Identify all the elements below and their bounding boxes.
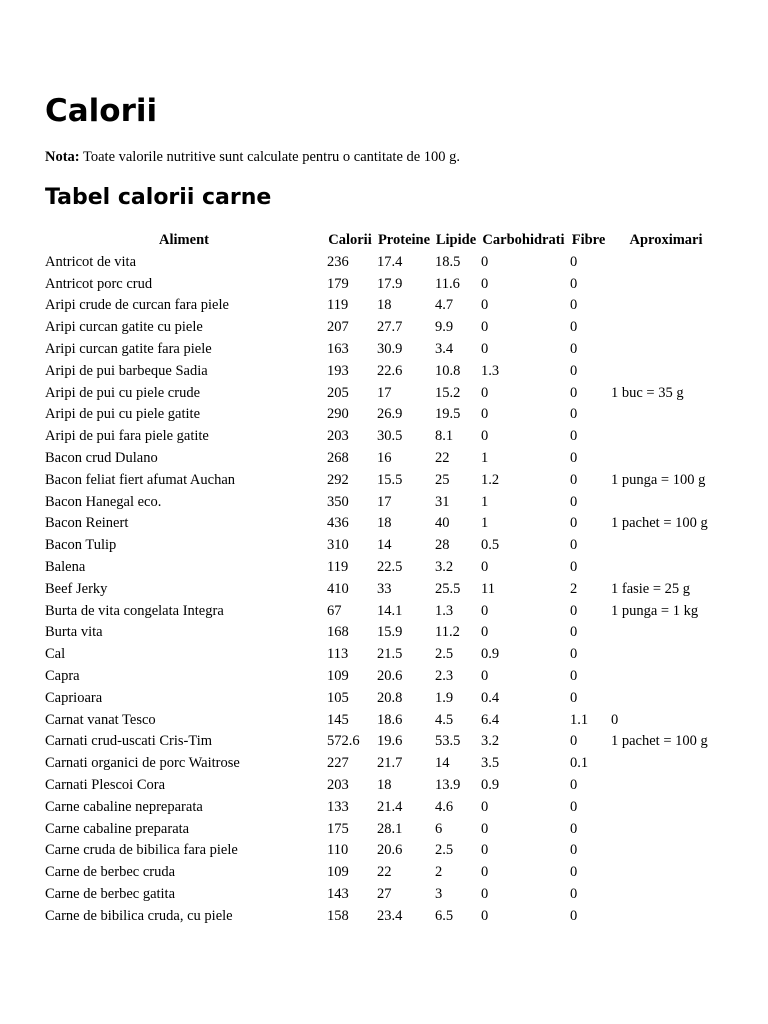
cell-calorii: 158 bbox=[327, 907, 349, 924]
cell-aproximari bbox=[609, 753, 723, 775]
calories-table bbox=[43, 230, 723, 928]
cell-fibre: 0 bbox=[570, 646, 578, 663]
cell-carbohidrati: 0 bbox=[481, 842, 489, 859]
cell-calorii: 113 bbox=[327, 646, 349, 663]
cell-lipide: 15.2 bbox=[435, 384, 461, 401]
cell-aproximari: 0 bbox=[611, 711, 619, 728]
cell-fibre: 0 bbox=[570, 297, 578, 314]
table-row bbox=[43, 426, 723, 448]
cell-proteine: 17.9 bbox=[377, 275, 403, 292]
cell-fibre: 0 bbox=[570, 667, 578, 684]
cell-carbohidrati: 11 bbox=[481, 580, 495, 597]
cell-aliment: Aripi de pui cu piele crude bbox=[45, 384, 201, 401]
cell-fibre: 0 bbox=[570, 275, 578, 292]
table-row bbox=[43, 601, 723, 623]
note-paragraph bbox=[45, 147, 460, 167]
cell-proteine: 27.7 bbox=[377, 319, 403, 336]
cell-calorii: 145 bbox=[327, 711, 349, 728]
cell-aliment: Balena bbox=[45, 558, 86, 575]
cell-carbohidrati: 0 bbox=[481, 428, 489, 445]
cell-calorii: 143 bbox=[327, 885, 349, 902]
cell-aliment: Aripi de pui fara piele gatite bbox=[45, 428, 209, 445]
cell-calorii: 179 bbox=[327, 275, 349, 292]
cell-lipide: 4.6 bbox=[435, 798, 454, 815]
cell-calorii: 109 bbox=[327, 667, 349, 684]
cell-aproximari: 1 pachet = 100 g bbox=[611, 733, 708, 750]
table-row bbox=[43, 753, 723, 775]
cell-carbohidrati: 0 bbox=[481, 558, 489, 575]
cell-aliment: Carne de berbec gatita bbox=[45, 885, 176, 902]
section-title: Tabel calorii carne bbox=[45, 185, 272, 210]
cell-calorii: 67 bbox=[327, 602, 342, 619]
table-row bbox=[43, 775, 723, 797]
table-row bbox=[43, 688, 723, 710]
cell-lipide: 6.5 bbox=[435, 907, 454, 924]
cell-aliment: Carne cruda de bibilica fara piele bbox=[45, 842, 238, 859]
table-row bbox=[43, 710, 723, 732]
table-row bbox=[43, 644, 723, 666]
cell-aliment: Carne de berbec cruda bbox=[45, 864, 176, 881]
cell-aproximari bbox=[609, 295, 723, 317]
cell-fibre: 0 bbox=[570, 428, 578, 445]
cell-aproximari bbox=[609, 884, 723, 906]
cell-aliment: Capra bbox=[45, 667, 80, 684]
cell-aproximari bbox=[609, 492, 723, 514]
cell-lipide: 53.5 bbox=[435, 733, 461, 750]
cell-fibre: 0 bbox=[570, 319, 578, 336]
header-proteine: Proteine bbox=[377, 232, 431, 248]
table-row bbox=[43, 884, 723, 906]
cell-carbohidrati: 0 bbox=[481, 319, 489, 336]
cell-fibre: 0 bbox=[570, 340, 578, 357]
cell-proteine: 30.5 bbox=[377, 428, 403, 445]
cell-fibre: 0 bbox=[570, 406, 578, 423]
cell-carbohidrati: 0 bbox=[481, 384, 489, 401]
cell-proteine: 30.9 bbox=[377, 340, 403, 357]
cell-fibre: 0 bbox=[570, 471, 578, 488]
cell-fibre: 0 bbox=[570, 384, 578, 401]
table-header-row bbox=[43, 230, 723, 252]
cell-aliment: Antricot de vita bbox=[45, 253, 137, 270]
cell-carbohidrati: 0 bbox=[481, 275, 489, 292]
cell-aproximari bbox=[609, 906, 723, 928]
cell-aliment: Bacon crud Dulano bbox=[45, 449, 158, 466]
cell-proteine: 22.5 bbox=[377, 558, 403, 575]
cell-carbohidrati: 0.9 bbox=[481, 646, 500, 663]
cell-lipide: 2.5 bbox=[435, 646, 454, 663]
cell-proteine: 20.6 bbox=[377, 842, 403, 859]
cell-lipide: 1.9 bbox=[435, 689, 454, 706]
cell-lipide: 3 bbox=[435, 885, 443, 902]
cell-lipide: 40 bbox=[435, 515, 450, 532]
cell-calorii: 292 bbox=[327, 471, 349, 488]
cell-fibre: 0 bbox=[570, 362, 578, 379]
cell-lipide: 4.5 bbox=[435, 711, 454, 728]
cell-aproximari bbox=[609, 361, 723, 383]
note-label: Nota: bbox=[45, 149, 80, 165]
cell-lipide: 18.5 bbox=[435, 253, 461, 270]
cell-calorii: 268 bbox=[327, 449, 349, 466]
header-aliment: Aliment bbox=[159, 232, 209, 248]
cell-proteine: 23.4 bbox=[377, 907, 403, 924]
cell-proteine: 18 bbox=[377, 515, 392, 532]
cell-calorii: 227 bbox=[327, 755, 349, 772]
cell-carbohidrati: 1.3 bbox=[481, 362, 500, 379]
cell-calorii: 310 bbox=[327, 537, 349, 554]
cell-fibre: 0 bbox=[570, 558, 578, 575]
cell-proteine: 15.5 bbox=[377, 471, 403, 488]
cell-carbohidrati: 0 bbox=[481, 340, 489, 357]
cell-aliment: Bacon Tulip bbox=[45, 537, 117, 554]
cell-calorii: 105 bbox=[327, 689, 349, 706]
cell-carbohidrati: 0 bbox=[481, 406, 489, 423]
cell-fibre: 0 bbox=[570, 820, 578, 837]
cell-carbohidrati: 6.4 bbox=[481, 711, 500, 728]
cell-fibre: 0 bbox=[570, 689, 578, 706]
cell-aliment: Carnat vanat Tesco bbox=[45, 711, 156, 728]
table-row bbox=[43, 513, 723, 535]
header-carbohidrati: Carbohidrati bbox=[482, 232, 565, 248]
cell-lipide: 4.7 bbox=[435, 297, 454, 314]
cell-proteine: 18.6 bbox=[377, 711, 403, 728]
cell-lipide: 14 bbox=[435, 755, 450, 772]
table-row bbox=[43, 339, 723, 361]
header-fibre: Fibre bbox=[571, 232, 606, 248]
cell-calorii: 168 bbox=[327, 624, 349, 641]
cell-carbohidrati: 0 bbox=[481, 297, 489, 314]
cell-lipide: 9.9 bbox=[435, 319, 454, 336]
cell-aproximari bbox=[609, 797, 723, 819]
table-row bbox=[43, 557, 723, 579]
cell-fibre: 0 bbox=[570, 885, 578, 902]
table-row bbox=[43, 404, 723, 426]
cell-proteine: 22.6 bbox=[377, 362, 403, 379]
cell-aliment: Aripi de pui cu piele gatite bbox=[45, 406, 201, 423]
cell-proteine: 33 bbox=[377, 580, 392, 597]
cell-proteine: 22 bbox=[377, 864, 392, 881]
cell-proteine: 17 bbox=[377, 493, 392, 510]
cell-aproximari bbox=[609, 426, 723, 448]
cell-aproximari bbox=[609, 819, 723, 841]
cell-calorii: 175 bbox=[327, 820, 349, 837]
cell-proteine: 15.9 bbox=[377, 624, 403, 641]
cell-aliment: Carne cabaline nepreparata bbox=[45, 798, 203, 815]
cell-lipide: 8.1 bbox=[435, 428, 454, 445]
cell-carbohidrati: 0 bbox=[481, 907, 489, 924]
cell-calorii: 410 bbox=[327, 580, 349, 597]
cell-aliment: Aripi curcan gatite fara piele bbox=[45, 340, 212, 357]
cell-aproximari bbox=[609, 862, 723, 884]
table-row bbox=[43, 579, 723, 601]
cell-carbohidrati: 1 bbox=[481, 493, 489, 510]
cell-aproximari bbox=[609, 644, 723, 666]
cell-lipide: 11.6 bbox=[435, 275, 460, 292]
cell-aliment: Carne de bibilica cruda, cu piele bbox=[45, 907, 233, 924]
cell-calorii: 203 bbox=[327, 776, 349, 793]
header-aproximari: Aproximari bbox=[629, 232, 703, 248]
cell-calorii: 110 bbox=[327, 842, 349, 859]
table-row bbox=[43, 383, 723, 405]
cell-aproximari bbox=[609, 666, 723, 688]
cell-aliment: Aripi crude de curcan fara piele bbox=[45, 297, 229, 314]
cell-carbohidrati: 0 bbox=[481, 864, 489, 881]
cell-lipide: 25 bbox=[435, 471, 450, 488]
table-row bbox=[43, 797, 723, 819]
cell-carbohidrati: 3.2 bbox=[481, 733, 500, 750]
table-row bbox=[43, 492, 723, 514]
note-text: Toate valorile nutritive sunt calculate pentru o cantitate de 100 g. bbox=[79, 149, 461, 165]
cell-carbohidrati: 0 bbox=[481, 798, 489, 815]
cell-aproximari: 1 punga = 100 g bbox=[611, 471, 706, 488]
cell-lipide: 19.5 bbox=[435, 406, 461, 423]
cell-fibre: 0 bbox=[570, 602, 578, 619]
table-row bbox=[43, 622, 723, 644]
cell-aproximari bbox=[609, 622, 723, 644]
cell-carbohidrati: 0.9 bbox=[481, 776, 500, 793]
cell-aliment: Carnati organici de porc Waitrose bbox=[45, 755, 240, 772]
cell-lipide: 22 bbox=[435, 449, 450, 466]
cell-carbohidrati: 0 bbox=[481, 602, 489, 619]
cell-calorii: 203 bbox=[327, 428, 349, 445]
cell-aproximari bbox=[609, 688, 723, 710]
cell-aproximari bbox=[609, 840, 723, 862]
table-row bbox=[43, 317, 723, 339]
cell-calorii: 193 bbox=[327, 362, 349, 379]
cell-calorii: 109 bbox=[327, 864, 349, 881]
table-row bbox=[43, 666, 723, 688]
cell-aliment: Bacon Reinert bbox=[45, 515, 129, 532]
cell-fibre: 0 bbox=[570, 449, 578, 466]
cell-proteine: 21.7 bbox=[377, 755, 403, 772]
cell-calorii: 119 bbox=[327, 558, 349, 575]
cell-aliment: Beef Jerky bbox=[45, 580, 108, 597]
header-calorii: Calorii bbox=[328, 232, 372, 248]
cell-proteine: 26.9 bbox=[377, 406, 403, 423]
table-row bbox=[43, 862, 723, 884]
cell-carbohidrati: 0 bbox=[481, 820, 489, 837]
cell-carbohidrati: 0.5 bbox=[481, 537, 500, 554]
cell-aproximari bbox=[609, 557, 723, 579]
cell-lipide: 31 bbox=[435, 493, 450, 510]
cell-calorii: 572.6 bbox=[327, 733, 360, 750]
cell-calorii: 236 bbox=[327, 253, 349, 270]
cell-calorii: 290 bbox=[327, 406, 349, 423]
cell-aliment: Carnati Plescoi Cora bbox=[45, 776, 166, 793]
cell-aproximari bbox=[609, 404, 723, 426]
cell-lipide: 3.2 bbox=[435, 558, 454, 575]
cell-proteine: 14 bbox=[377, 537, 392, 554]
cell-fibre: 0 bbox=[570, 907, 578, 924]
cell-carbohidrati: 0 bbox=[481, 624, 489, 641]
cell-proteine: 14.1 bbox=[377, 602, 403, 619]
cell-fibre: 0 bbox=[570, 733, 578, 750]
cell-fibre: 0 bbox=[570, 515, 578, 532]
cell-proteine: 20.6 bbox=[377, 667, 403, 684]
cell-aliment: Bacon feliat fiert afumat Auchan bbox=[45, 471, 236, 488]
cell-fibre: 0 bbox=[570, 842, 578, 859]
cell-fibre: 0 bbox=[570, 864, 578, 881]
cell-fibre: 0 bbox=[570, 776, 578, 793]
cell-fibre: 2 bbox=[570, 580, 578, 597]
cell-aproximari bbox=[609, 274, 723, 296]
cell-aliment: Carne cabaline preparata bbox=[45, 820, 190, 837]
cell-aproximari bbox=[609, 339, 723, 361]
cell-aproximari bbox=[609, 535, 723, 557]
cell-proteine: 18 bbox=[377, 776, 392, 793]
table-row bbox=[43, 274, 723, 296]
cell-aliment: Caprioara bbox=[45, 689, 103, 706]
table-row bbox=[43, 470, 723, 492]
cell-lipide: 2 bbox=[435, 864, 443, 881]
cell-calorii: 133 bbox=[327, 798, 349, 815]
cell-fibre: 0 bbox=[570, 624, 578, 641]
cell-aproximari: 1 fasie = 25 g bbox=[611, 580, 691, 597]
cell-aliment: Burta de vita congelata Integra bbox=[45, 602, 224, 619]
cell-fibre: 0 bbox=[570, 493, 578, 510]
cell-aliment: Bacon Hanegal eco. bbox=[45, 493, 162, 510]
cell-proteine: 28.1 bbox=[377, 820, 403, 837]
table-row bbox=[43, 731, 723, 753]
table-row bbox=[43, 906, 723, 928]
cell-fibre: 1.1 bbox=[570, 711, 589, 728]
cell-aproximari: 1 pachet = 100 g bbox=[611, 515, 708, 532]
cell-proteine: 18 bbox=[377, 297, 392, 314]
cell-proteine: 19.6 bbox=[377, 733, 403, 750]
cell-aproximari: 1 punga = 1 kg bbox=[611, 602, 699, 619]
cell-carbohidrati: 1 bbox=[481, 449, 489, 466]
table-row bbox=[43, 840, 723, 862]
cell-calorii: 119 bbox=[327, 297, 349, 314]
cell-carbohidrati: 0 bbox=[481, 667, 489, 684]
cell-proteine: 16 bbox=[377, 449, 392, 466]
header-lipide: Lipide bbox=[435, 232, 477, 248]
cell-lipide: 10.8 bbox=[435, 362, 461, 379]
cell-lipide: 6 bbox=[435, 820, 443, 837]
cell-carbohidrati: 0 bbox=[481, 885, 489, 902]
cell-lipide: 3.4 bbox=[435, 340, 454, 357]
cell-aproximari bbox=[609, 317, 723, 339]
table-row bbox=[43, 535, 723, 557]
cell-carbohidrati: 0 bbox=[481, 253, 489, 270]
cell-calorii: 207 bbox=[327, 319, 349, 336]
cell-aliment: Aripi curcan gatite cu piele bbox=[45, 319, 203, 336]
cell-carbohidrati: 1.2 bbox=[481, 471, 500, 488]
cell-aliment: Cal bbox=[45, 646, 66, 663]
cell-fibre: 0 bbox=[570, 253, 578, 270]
cell-fibre: 0 bbox=[570, 798, 578, 815]
cell-calorii: 163 bbox=[327, 340, 349, 357]
cell-lipide: 2.5 bbox=[435, 842, 454, 859]
table-row bbox=[43, 295, 723, 317]
cell-aproximari bbox=[609, 448, 723, 470]
table-row bbox=[43, 252, 723, 274]
table-row bbox=[43, 361, 723, 383]
cell-proteine: 27 bbox=[377, 885, 392, 902]
page-title: Calorii bbox=[45, 93, 158, 129]
cell-lipide: 11.2 bbox=[435, 624, 460, 641]
table-row bbox=[43, 819, 723, 841]
cell-calorii: 205 bbox=[327, 384, 349, 401]
cell-lipide: 25.5 bbox=[435, 580, 461, 597]
cell-aliment: Burta vita bbox=[45, 624, 103, 641]
cell-lipide: 28 bbox=[435, 537, 450, 554]
cell-carbohidrati: 0.4 bbox=[481, 689, 500, 706]
cell-aproximari: 1 buc = 35 g bbox=[611, 384, 684, 401]
cell-proteine: 17.4 bbox=[377, 253, 403, 270]
cell-carbohidrati: 3.5 bbox=[481, 755, 500, 772]
cell-aliment: Antricot porc crud bbox=[45, 275, 153, 292]
cell-proteine: 21.5 bbox=[377, 646, 403, 663]
cell-aproximari bbox=[609, 252, 723, 274]
cell-proteine: 21.4 bbox=[377, 798, 403, 815]
cell-lipide: 2.3 bbox=[435, 667, 454, 684]
cell-calorii: 436 bbox=[327, 515, 349, 532]
cell-calorii: 350 bbox=[327, 493, 349, 510]
cell-lipide: 13.9 bbox=[435, 776, 461, 793]
cell-aliment: Carnati crud-uscati Cris-Tim bbox=[45, 733, 212, 750]
cell-aproximari bbox=[609, 775, 723, 797]
table-row bbox=[43, 448, 723, 470]
cell-fibre: 0 bbox=[570, 537, 578, 554]
table-body bbox=[43, 252, 723, 928]
cell-aliment: Aripi de pui barbeque Sadia bbox=[45, 362, 208, 379]
cell-proteine: 20.8 bbox=[377, 689, 403, 706]
cell-proteine: 17 bbox=[377, 384, 392, 401]
cell-fibre: 0.1 bbox=[570, 755, 589, 772]
cell-lipide: 1.3 bbox=[435, 602, 454, 619]
cell-carbohidrati: 1 bbox=[481, 515, 489, 532]
